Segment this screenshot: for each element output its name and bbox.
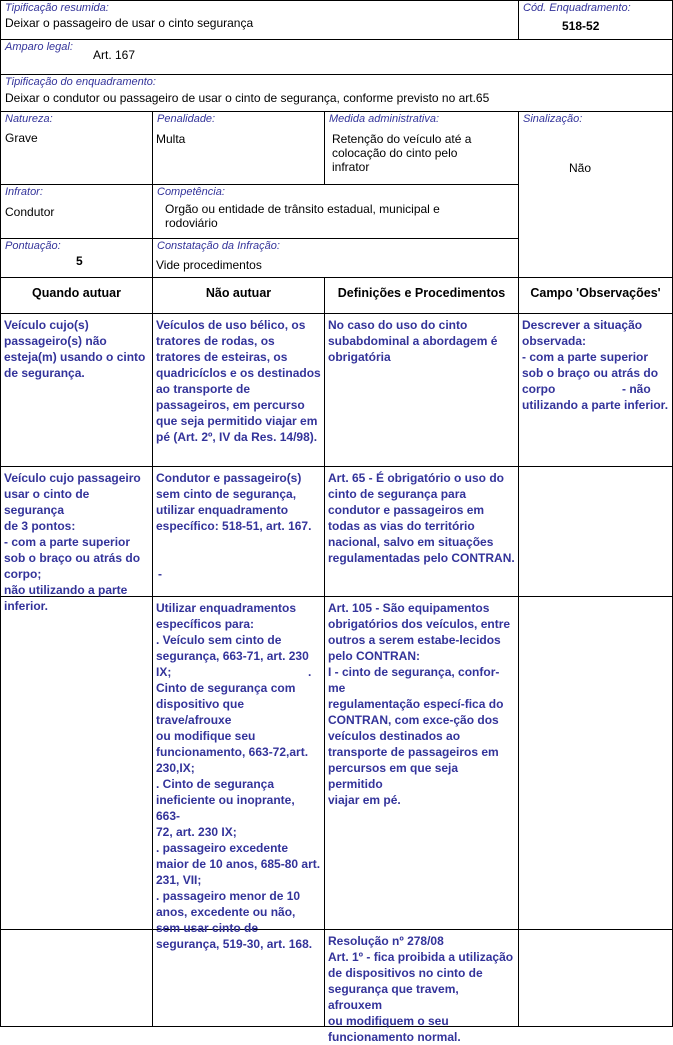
row2-quando-text (4, 470, 163, 614)
pontuacao-cell (0, 239, 153, 278)
row3-definicoes (325, 597, 519, 930)
row1-nao-text (156, 317, 322, 445)
row3-observacoes (519, 597, 673, 930)
text-line: IX; . (156, 665, 312, 679)
text-line: funcionamento, 663-72,art. (156, 745, 309, 759)
text-line: veículos destinados ao (328, 729, 461, 743)
text-line: passageiro(s) não (4, 334, 107, 348)
natureza-label: Natureza: (5, 113, 53, 125)
tipificacao-resumida-label: Tipificação resumida: (5, 2, 109, 14)
text-line: Utilizar enquadramentos (156, 601, 297, 615)
text-line: corpo; - (4, 567, 163, 581)
amparo-legal-label: Amparo legal: (5, 41, 73, 53)
row2-def-text (328, 470, 516, 566)
row3-nao-text (156, 600, 322, 952)
text-line: passageiros, em percurso (156, 398, 305, 412)
text-line: obrigatórios dos veículos, entre (328, 617, 511, 631)
text-line: de 3 pontos: (4, 519, 76, 533)
text-line: funcionamento normal. (328, 1030, 461, 1044)
row2-quando-autuar (0, 467, 163, 613)
row4-observacoes (519, 930, 673, 1027)
text-line: - com a parte superior (522, 350, 649, 364)
row4-def-text (328, 933, 516, 1045)
text-line: regulamentadas pelo CONTRAN. (328, 551, 515, 565)
text-line: Veículo cujo passageiro (4, 471, 141, 485)
constatacao-label: Constatação da Infração: (157, 240, 280, 252)
text-line: esteja(m) usando o cinto (4, 350, 146, 364)
text-line: 230,IX; (156, 761, 195, 775)
constatacao-cell (153, 239, 519, 278)
text-line: sem usar cinto de (156, 921, 259, 935)
text-line: utilizando a parte inferior. (522, 398, 669, 412)
row1-nao-autuar (153, 314, 325, 467)
text-line: de dispositivos no cinto de (328, 966, 483, 980)
text-line: anos, excedente ou não, (156, 905, 296, 919)
text-line: tratores de rodas, os (156, 334, 275, 348)
text-line: regulamentação especí-fica do (328, 697, 504, 711)
competencia-line: rodoviário (165, 216, 218, 230)
medida-administrativa-label: Medida administrativa: (329, 113, 440, 125)
tipificacao-enquadramento-cell (0, 75, 673, 112)
text-line: maior de 10 anos, 685-80 art. (156, 857, 321, 871)
row2-observacoes (519, 467, 673, 597)
amparo-legal-value: Art. 167 (93, 48, 136, 62)
text-line: dispositivo que trave/afrouxe (156, 697, 245, 727)
text-line: usar o cinto de segurança (4, 487, 90, 517)
tipificacao-enquadramento-value: Deixar o condutor ou passageiro de usar o cinto de segurança, conforme previsto no art.65 (5, 91, 490, 105)
natureza-cell (0, 112, 153, 185)
medida-line: colocação do cinto pelo (332, 146, 458, 160)
text-line: Art. 1º - fica proibida a utilização (328, 950, 514, 964)
text-line: obrigatória (328, 350, 391, 364)
text-line: condutor e passageiros em (328, 503, 485, 517)
column-header-label: Definições e Procedimentos (337, 286, 506, 300)
penalidade-cell (153, 112, 325, 185)
column-header-quando-autuar (0, 278, 153, 314)
text-line: ao transporte de (156, 382, 251, 396)
row4-quando-autuar (0, 930, 153, 1027)
row1-def-text (328, 317, 516, 365)
text-line: No caso do uso do cinto (328, 318, 468, 332)
text-line: sob o braço ou atrás do (4, 551, 141, 565)
infrator-cell (0, 185, 153, 239)
text-line: específico: 518-51, art. 167. (156, 519, 312, 533)
text-line: pelo CONTRAN: (328, 649, 420, 663)
text-line: Condutor e passageiro(s) (156, 471, 302, 485)
text-line: ou modifique seu (156, 729, 256, 743)
column-header-definicoes (325, 278, 519, 314)
text-line: específicos para: (156, 617, 255, 631)
text-line: que seja permitido viajar em (156, 414, 318, 428)
text-line: Veículos de uso bélico, os (156, 318, 306, 332)
tipificacao-resumida-value: Deixar o passageiro de usar o cinto segurança (5, 16, 254, 30)
pontuacao-value: 5 (76, 254, 83, 268)
penalidade-label: Penalidade: (157, 113, 216, 125)
row3-quando-autuar (0, 597, 153, 930)
row1-definicoes (325, 314, 519, 467)
competencia-label: Competência: (157, 186, 225, 198)
row1-quando-text (4, 317, 150, 381)
text-line: Resolução nº 278/08 (328, 934, 444, 948)
row2-definicoes (325, 467, 519, 597)
text-line: inferior. (4, 599, 49, 613)
tipificacao-resumida-cell (0, 0, 519, 40)
text-line: 72, art. 230 IX; (156, 825, 237, 839)
text-line: tratores de esteiras, os (156, 350, 288, 364)
text-line: corpo - não (522, 382, 651, 396)
text-line: segurança, 663-71, art. 230 (156, 649, 309, 663)
column-header-label: Não autuar (205, 286, 272, 300)
text-line: . Veículo sem cinto de (156, 633, 282, 647)
column-header-label: Campo 'Observações' (530, 286, 661, 300)
sinalizacao-cell (519, 112, 673, 278)
text-line: 231, VII; (156, 873, 202, 887)
competencia-value (165, 202, 440, 230)
text-line: quadricíclos e os destinados (156, 366, 321, 380)
text-line: utilizar enquadramento (156, 503, 289, 517)
row3-def-text (328, 600, 516, 808)
text-line: nacional, salvo em situações (328, 535, 494, 549)
text-line: I - cinto de segurança, confor-me (328, 665, 500, 695)
sinalizacao-label: Sinalização: (523, 113, 583, 125)
row1-obs-text (522, 317, 670, 413)
text-line: não utilizando a parte (4, 583, 128, 597)
cod-enquadramento-label: Cód. Enquadramento: (523, 2, 631, 14)
row1-quando-autuar (0, 314, 153, 467)
competencia-cell (153, 185, 519, 239)
text-line: . passageiro menor de 10 (156, 889, 301, 903)
text-line: . passageiro excedente (156, 841, 289, 855)
text-line: Art. 65 - É obrigatório o uso do (328, 471, 505, 485)
amparo-legal-cell (0, 40, 673, 75)
text-line: percursos em que seja permitido (328, 761, 459, 791)
column-header-nao-autuar (153, 278, 325, 314)
text-line: sem cinto de segurança, (156, 487, 297, 501)
text-line: ou modifiquem o seu (328, 1014, 449, 1028)
text-line: Art. 105 - São equipamentos (328, 601, 490, 615)
text-line: subabdominal a abordagem é (328, 334, 498, 348)
row2-nao-text (156, 470, 322, 534)
text-line: sob o braço ou atrás do (522, 366, 659, 380)
text-line: segurança, 519-30, art. 168. (156, 937, 313, 951)
text-line: - com a parte superior (4, 535, 131, 549)
tipificacao-enquadramento-label: Tipificação do enquadramento: (5, 76, 156, 88)
infrator-label: Infrator: (5, 186, 43, 198)
text-line: de segurança. (4, 366, 85, 380)
row4-nao-autuar (153, 930, 325, 1027)
text-line: todas as vias do território (328, 519, 475, 533)
text-line: Cinto de segurança com (156, 681, 296, 695)
text-line: . Cinto de segurança (156, 777, 275, 791)
text-line: CONTRAN, com exce-ção dos (328, 713, 499, 727)
row2-nao-autuar (153, 467, 325, 597)
pontuacao-label: Pontuação: (5, 240, 61, 252)
natureza-value: Grave (5, 131, 38, 145)
text-line: viajar em pé. (328, 793, 401, 807)
competencia-line: Orgão ou entidade de trânsito estadual, municipal e (165, 202, 440, 216)
penalidade-value: Multa (156, 132, 186, 146)
constatacao-value: Vide procedimentos (156, 258, 262, 272)
text-line: transporte de passageiros em (328, 745, 499, 759)
row1-observacoes (519, 314, 673, 467)
text-line: Descrever a situação (522, 318, 643, 332)
text-line: cinto de segurança para (328, 487, 467, 501)
medida-line: infrator (332, 160, 370, 174)
row3-nao-autuar (153, 597, 325, 951)
row4-definicoes (325, 930, 519, 1044)
infrator-value: Condutor (5, 205, 55, 219)
text-line: observada: (522, 334, 587, 348)
text-line: Veículo cujo(s) (4, 318, 89, 332)
text-line: outros a serem estabe-lecidos (328, 633, 501, 647)
medida-administrativa-value (332, 132, 471, 174)
medida-administrativa-cell (325, 112, 519, 185)
cod-enquadramento-value: 518-52 (562, 19, 600, 33)
medida-line: Retenção do veículo até a (332, 132, 472, 146)
text-line: pé (Art. 2º, IV da Res. 14/98). (156, 430, 318, 444)
text-line: ineficiente ou inoprante, 663- (156, 793, 295, 823)
text-line: segurança que travem, afrouxem (328, 982, 459, 1012)
column-header-label: Quando autuar (32, 286, 121, 300)
column-header-observacoes (519, 278, 673, 314)
cod-enquadramento-cell (519, 0, 673, 40)
sinalizacao-value: Não (569, 161, 592, 175)
